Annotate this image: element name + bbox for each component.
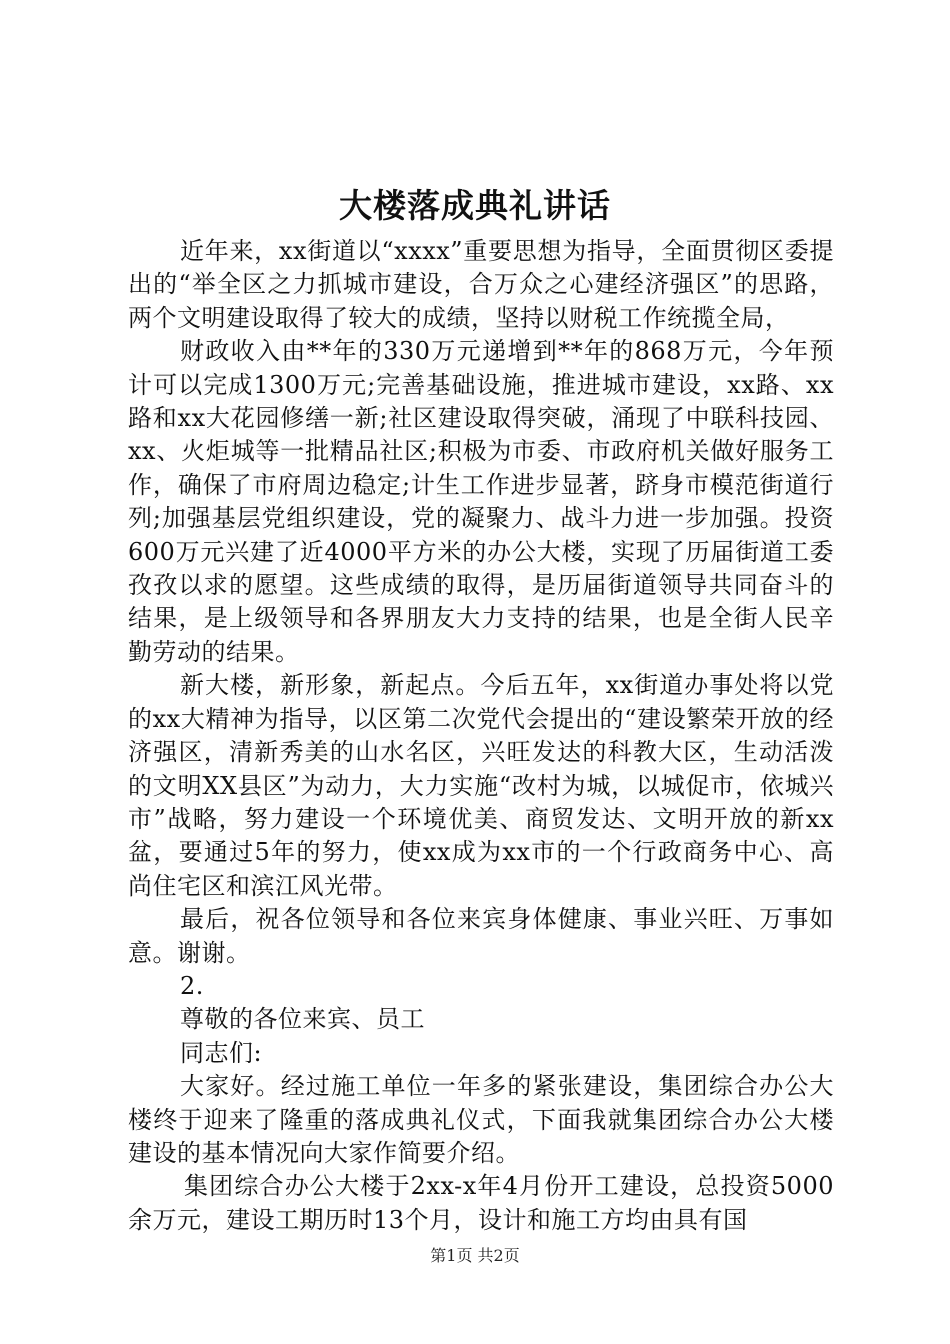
paragraph: 财政收入由**年的330万元递增到**年的868万元，今年预计可以完成1300万元;完善基础设施，推进城市建设，xx路、xx路和xx大花园修缮一新;社区建设取得突破，涌现了中联科技园、xx、火炬城等一批精品社区;积极为市委、市政府机关做好服务工作，确保了市府周边稳定;计生工作进步显著，跻身市模范街道行列;加强基层党组织建设，党的凝聚力、战斗力进一步加强。投资600万元兴建了近4000平方米的办公大楼，实现了历届街道工委孜孜以求的愿望。这些成绩的取得，是历届街道领导共同奋斗的结果，是上级领导和各界朋友大力支持的结果，也是全街人民辛勤劳动的结果。 (128, 337, 834, 666)
paragraph: 新大楼，新形象，新起点。今后五年，xx街道办事处将以党的xx大精神为指导，以区第二次党代会提出的“建设繁荣开放的经济强区，清新秀美的山水名区，兴旺发达的科教大区，生动活泼的文明XX县区”为动力，大力实施“改村为城，以城促市，依城兴市”战略，努力建设一个环境优美、商贸发达、文明开放的新xx盆，要通过5年的努力，使xx成为xx市的一个行政商务中心、高尚住宅区和滨江风光带。 (128, 671, 834, 900)
section-number: 2. (180, 971, 204, 1000)
page-footer: 第1页 共2页 (430, 1246, 520, 1265)
document-body (128, 235, 834, 1237)
paragraph: 最后，祝各位领导和各位来宾身体健康、事业兴旺、万事如意。谢谢。 (128, 905, 834, 967)
paragraph: 集团综合办公大楼于2xx-x年4月份开工建设，总投资5000余万元，建设工期历时13个月，设计和施工方均由具有国 (128, 1172, 834, 1234)
paragraph: 大家好。经过施工单位一年多的紧张建设，集团综合办公大楼终于迎来了隆重的落成典礼仪式，下面我就集团综合办公大楼建设的基本情况向大家作简要介绍。 (128, 1072, 834, 1167)
salutation: 尊敬的各位来宾、员工 (180, 1005, 425, 1034)
paragraph: 近年来，xx街道以“xxxx”重要思想为指导，全面贯彻区委提出的“举全区之力抓城市建设，合万众之心建经济强区”的思路，两个文明建设取得了较大的成绩，坚持以财税工作统揽全局， (128, 237, 834, 332)
document-title: 大楼落成典礼讲话 (339, 186, 611, 225)
salutation: 同志们: (180, 1038, 263, 1067)
